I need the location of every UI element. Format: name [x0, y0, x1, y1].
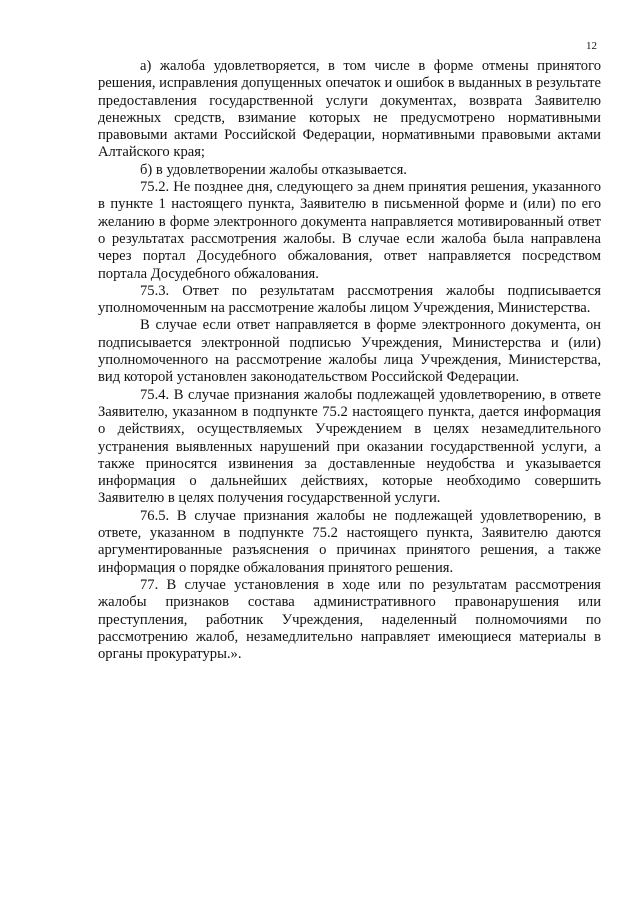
paragraph-76-5: 76.5. В случае признания жалобы не подлежащей удовлетворению, в ответе, указанном в подпункте 75.2 настоящего пункта, Заявителю даются аргументированные разъяснения о причинах принятого решения, а также информация о порядке обжалования принятого решения. [98, 507, 601, 576]
paragraph-75-2: 75.2. Не позднее дня, следующего за днем принятия решения, указанного в пункте 1 настоящего пункта, Заявителю в письменной форме и (или) по его желанию в форме электронного документа направляется мотивированный ответ о результатах рассмотрения жалобы. В случае если жалоба была направлена через портал Досудебного обжалования, ответ направляется посредством портала Досудебного обжалования. [98, 179, 601, 282]
paragraph-electronic-answer: В случае если ответ направляется в форме электронного документа, он подписывается электронной подписью Учреждения, Министерства и (или) уполномоченного на рассмотрение жалобы лица Учреждения, Министерства, вид которой установлен законодательством Российской Федерации. [98, 317, 601, 386]
document-body [98, 58, 601, 663]
paragraph-a-complaint-satisfied: а) жалоба удовлетворяется, в том числе в форме отмены принятого решения, исправления допущенных опечаток и ошибок в выданных в результате предоставления государственной услуги документах, возврата Заявителю денежных средств, взимание которых не предусмотрено нормативными правовыми актами Российской Федерации, нормативными правовыми актами Алтайского края; [98, 58, 601, 161]
paragraph-75-3: 75.3. Ответ по результатам рассмотрения жалобы подписывается уполномоченным на рассмотрение жалобы лицом Учреждения, Министерства. [98, 282, 601, 317]
paragraph-b-complaint-refused: б) в удовлетворении жалобы отказывается. [140, 161, 407, 178]
paragraph-77: 77. В случае установления в ходе или по результатам рассмотрения жалобы признаков состава административного правонарушения или преступления, работник Учреждения, наделенный полномочиями по рассмотрению жалоб, незамедлительно направляет имеющиеся материалы в органы прокуратуры.». [98, 576, 601, 663]
paragraph-75-4: 75.4. В случае признания жалобы подлежащей удовлетворению, в ответе Заявителю, указанном в подпункте 75.2 настоящего пункта, дается информация о действиях, осуществляемых Учреждением в целях незамедлительного устранения выявленных нарушений при оказании государственной услуги, а также приносятся извинения за доставленные неудобства и указывается информация о дальнейших действиях, которые необходимо совершить Заявителю в целях получения государственной услуги. [98, 386, 601, 507]
page-number: 12 [586, 40, 597, 52]
